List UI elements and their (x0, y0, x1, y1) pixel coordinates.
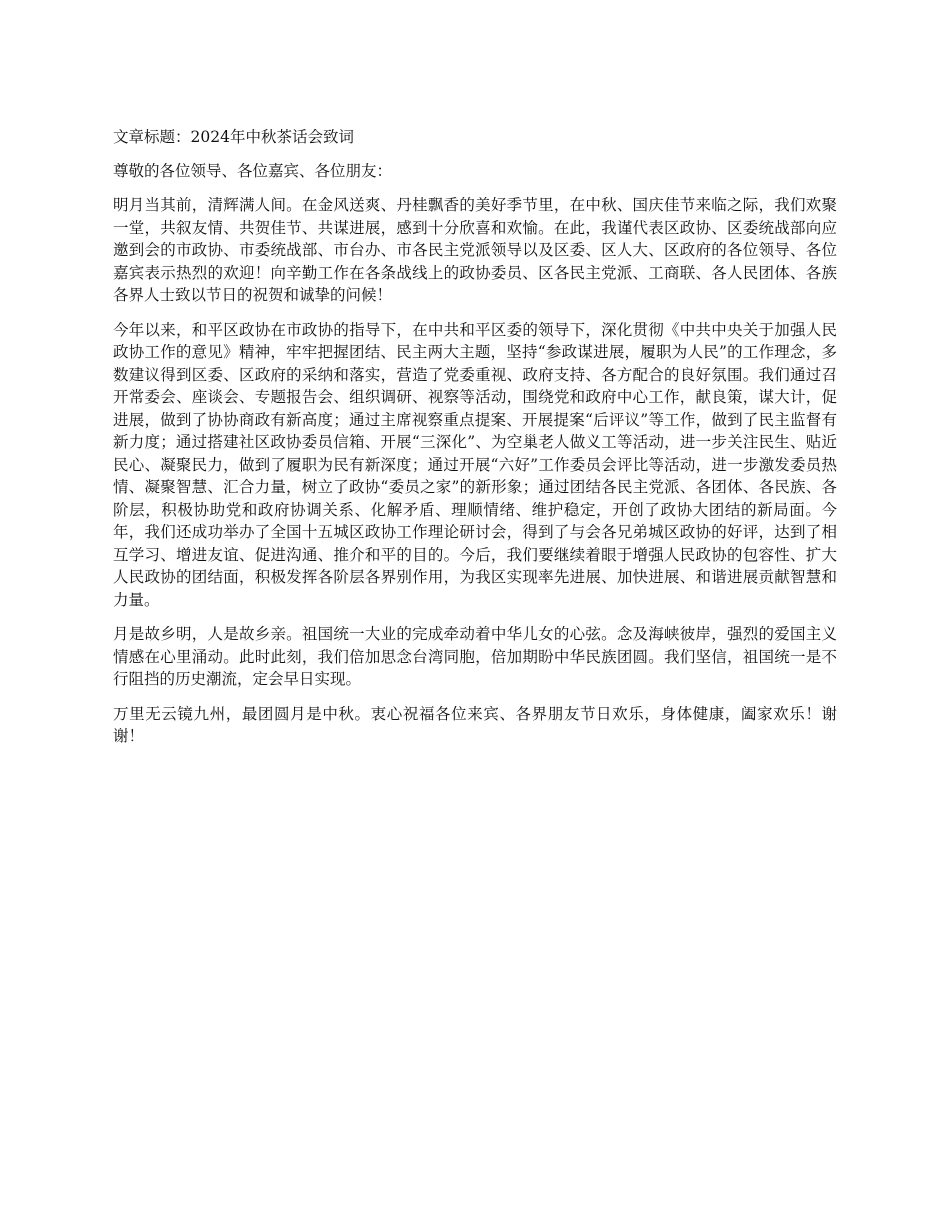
document-body (113, 126, 837, 760)
paragraph-reunification: 月是故乡明，人是故乡亲。祖国统一大业的完成牵动着中华儿女的心弦。念及海峡彼岸，强烈的爱国主义情感在心里涌动。此时此刻，我们倍加思念台湾同胞，倍加期盼中华民族团圆。我们坚信，祖国统一是不行阻挡的历史潮流，定会早日实现。 (113, 625, 837, 688)
paragraph-opening: 明月当其前，清辉满人间。在金风送爽、丹桂飘香的美好季节里，在中秋、国庆佳节来临之际，我们欢聚一堂，共叙友情、共贺佳节、共谋进展，感到十分欣喜和欢愉。在此，我谨代表区政协、区委统战部向应邀到会的市政协、市委统战部、市台办、市各民主党派领导以及区委、区人大、区政府的各位领导、各位嘉宾表示热烈的欢迎！向辛勤工作在各条战线上的政协委员、区各民主党派、工商联、各人民团体、各族各界人士致以节日的祝贺和诚挚的问候！ (113, 196, 837, 304)
article-title: 文章标题：2024年中秋茶话会致词 (113, 128, 354, 146)
paragraph-work-review: 今年以来，和平区政协在市政协的指导下，在中共和平区委的领导下，深化贯彻《中共中央关于加强人民政协工作的意见》精神，牢牢把握团结、民主两大主题，坚持“参政谋进展，履职为人民”的工作理念，多数建议得到区委、区政府的采纳和落实，营造了党委重视、政府支持、各方配合的良好氛围。我们通过召开常委会、座谈会、专题报告会、组织调研、视察等活动，围绕党和政府中心工作，献良策，谋大计，促进展，做到了协协商政有新高度；通过主席视察重点提案、开展提案“后评议”等工作，做到了民主监督有新力度；通过搭建社区政协委员信箱、开展“三深化”、为空巢老人做义工等活动，进一步关注民生、贴近民心、凝聚民力，做到了履职为民有新深度；通过开展“六好”工作委员会评比等活动，进一步激发委员热情、凝聚智慧、汇合力量，树立了政协“委员之家”的新形象；通过团结各民主党派、各团体、各民族、各阶层，积极协助党和政府协调关系、化解矛盾、理顺情绪、维护稳定，开创了政协大团结的新局面。今年，我们还成功举办了全国十五城区政协工作理论研讨会，得到了与会各兄弟城区政协的好评，达到了相互学习、增进友谊、促进沟通、推介和平的目的。今后，我们要继续着眼于增强人民政协的包容性、扩大人民政协的团结面，积极发挥各阶层各界别作用，为我区实现率先进展、加快进展、和谐进展贡献智慧和力量。 (113, 320, 837, 609)
salutation: 尊敬的各位领导、各位嘉宾、各位朋友： (113, 161, 393, 180)
paragraph-closing: 万里无云镜九州，最团圆月是中秋。衷心祝福各位来宾、各界朋友节日欢乐，身体健康，阖家欢乐！谢谢！ (113, 704, 837, 745)
